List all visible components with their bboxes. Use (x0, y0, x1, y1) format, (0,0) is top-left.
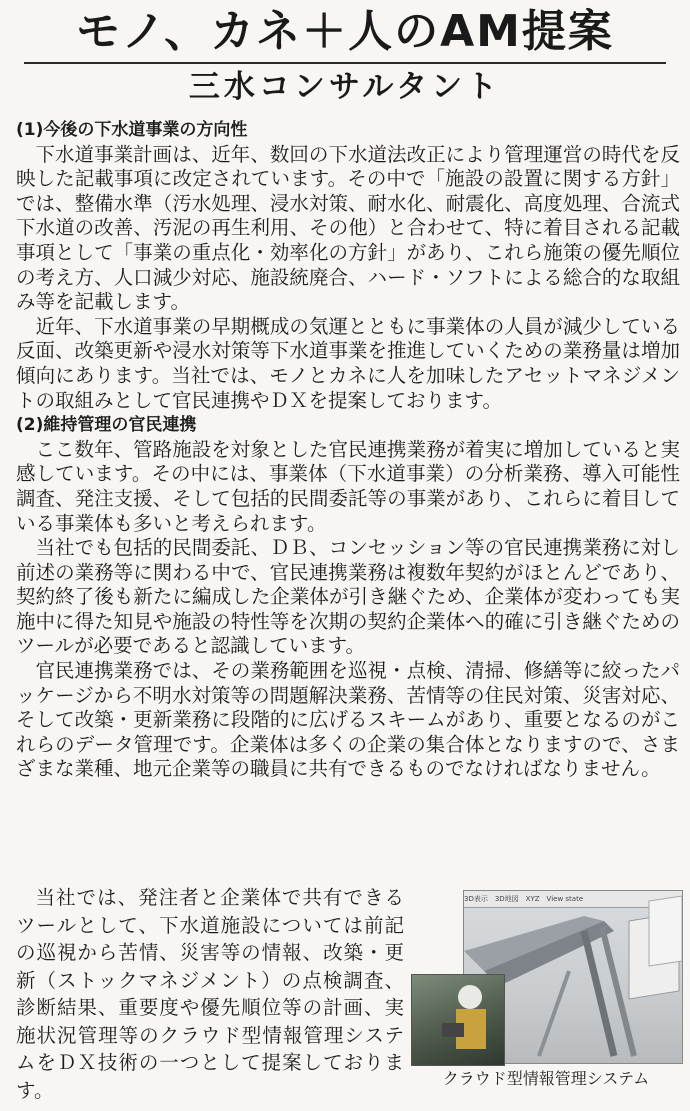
section-2-heading: (2)維持管理の官民連携 (16, 415, 197, 436)
section-2-paragraph-1: ここ数年、管路施設を対象とした官民連携業務が着実に増加していると実感しています。その中には、事業体（下水道事業）の分析業務、導入可能性調査、発注支援、そして包括的民間委託等の事業があり、これらに着目している事業体も多いと考えられます。 (16, 437, 680, 535)
section-1-paragraph-1: 下水道事業計画は、近年、数回の下水道法改正により管理運営の時代を反映した記載事項に改定されています。その中で「施設の設置に関する方針」では、整備水準（汚水処理、浸水対策、耐水化、耐震化、高度処理、合流式下水道の改善、汚泥の再生利用、その他）と合わせて、特に着目される記載事項として「事業の重点化・効率化の方針」があり、これら施策の優先順位の考え方、人口減少対応、施設統廃合、ハード・ソフトによる総合的な取組み等を記載します。 (16, 142, 680, 314)
section-2-paragraph-4: 当社では、発注者と企業体で共有できるツールとして、下水道施設については前記の巡視から苦情、災害等の情報、改築・更新（ストックマネジメント）の点検調査、診断結果、重要度や優先順位等の計画、実施状況管理等のクラウド型情報管理システムをＤＸ技術の一つとして提案しております。 (16, 886, 404, 1102)
company-name: 三水コンサルタント (188, 69, 502, 105)
screenshot-toolbar: 3D表示 3D地図 XYZ View state (464, 891, 682, 908)
figure-caption: クラウド型情報管理システム (442, 1069, 650, 1088)
section-2-paragraph-3: 官民連携業務では、その業務範囲を巡視・点検、清掃、修繕等に絞ったパッケージから不明水対策等の問題解決業務、苦情等の住民対策、災害対応、そして改築・更新業務に段階的に広げるスキームがあり、重要となるのがこれらのデータ管理です。企業体は多くの企業の集合体となりますので、さまざまな業種、地元企業等の職員に共有できるものでなければなりません。 (16, 659, 680, 781)
section-2-paragraph-2: 当社でも包括的民間委託、ＤＢ、コンセッション等の官民連携業務に対し前述の業務等に関わる中で、官民連携業務は複数年契約がほとんどであり、契約終了後も新たに編成した企業体が引き継ぐため、企業体が変わっても実施中に得た知見や施設の特性等を次期の契約企業体へ的確に引き継ぐためのツールが必要であると認識しています。 (16, 536, 680, 658)
section-2-closing (16, 884, 404, 1104)
worker-figure (412, 975, 504, 1065)
page-title: モノ、カネ＋人のAM提案 (76, 6, 614, 57)
article-body (16, 118, 680, 782)
worker-photo (411, 974, 505, 1066)
system-figure (411, 890, 681, 1065)
section-1-paragraph-2: 近年、下水道事業の早期概成の気運とともに事業体の人員が減少している反面、改築更新や浸水対策等下水道事業を推進していくための業務量は増加傾向にあります。当社では、モノとカネに人を加味したアセットマネジメントの取組みとして官民連携やＤＸを提案しております。 (16, 314, 680, 412)
section-1-heading: (1)今後の下水道事業の方向性 (16, 120, 248, 140)
